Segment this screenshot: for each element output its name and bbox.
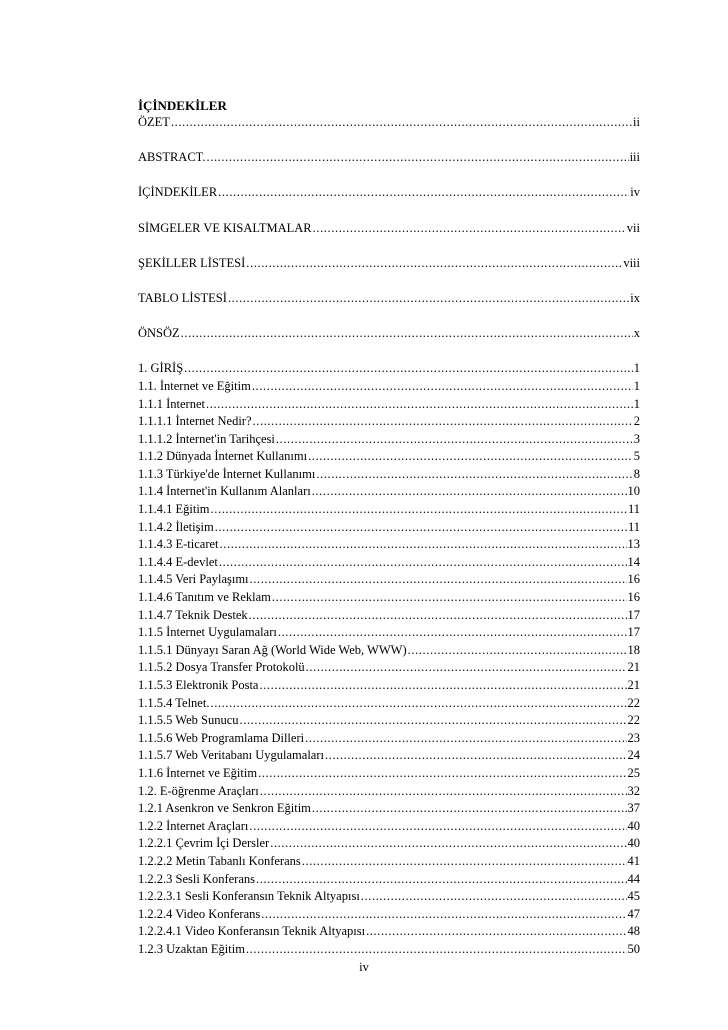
toc-entry-page: 44 <box>627 871 640 886</box>
toc-entry-page: 48 <box>627 924 640 939</box>
dot-leader <box>312 483 627 501</box>
toc-entry[interactable] <box>138 765 640 783</box>
toc-entry[interactable] <box>138 730 640 748</box>
toc-entry-label: 1.2.3 Uzaktan Eğitim <box>138 941 245 956</box>
toc-entry-label: 1.1.5.3 Elektronik Posta <box>138 678 259 692</box>
toc-entry[interactable] <box>138 396 640 414</box>
toc-entry[interactable] <box>138 325 640 343</box>
toc-entry-page: viii <box>623 255 640 270</box>
dot-leader <box>306 659 627 677</box>
toc-entry-label: 1.1.1.2 İnternet'in Tarihçesi <box>138 431 275 446</box>
toc-entry[interactable] <box>138 783 640 801</box>
toc-entry[interactable] <box>138 659 640 677</box>
dot-leader <box>249 818 626 836</box>
toc-entry-label: 1.1.5.4 Telnet. <box>138 695 210 710</box>
toc-entry-label: 1.1.3 Türkiye'de İnternet Kullanımı <box>138 466 316 481</box>
dot-leader <box>210 695 626 713</box>
toc-entry-page: ii <box>633 115 640 129</box>
dot-leader <box>258 765 626 783</box>
toc-entry-label: ÖZET <box>138 115 170 129</box>
dot-leader <box>312 800 627 818</box>
dot-leader <box>270 835 626 853</box>
toc-entry[interactable] <box>138 149 640 167</box>
toc-entry[interactable] <box>138 695 640 713</box>
toc-entry-label: 1.1.5 İnternet Uygulamaları <box>138 625 277 640</box>
toc-entry-page: 1 <box>633 378 640 393</box>
dot-leader <box>219 554 627 572</box>
toc-entry-page: 21 <box>627 660 640 675</box>
toc-entry-label: 1.1.1 İnternet <box>138 396 205 411</box>
toc-entry[interactable] <box>138 677 640 695</box>
toc-entry-page: 32 <box>627 783 640 798</box>
dot-leader <box>366 923 626 941</box>
dot-leader <box>207 149 629 167</box>
page-number: iv <box>359 960 369 974</box>
toc-entry-page: iv <box>630 185 640 200</box>
toc-entry[interactable] <box>138 466 640 484</box>
toc-entry-label: 1.1.5.2 Dosya Transfer Protokolü <box>138 660 305 675</box>
toc-entry-page: 1 <box>633 396 640 411</box>
toc-entry-page: 16 <box>627 572 640 587</box>
dot-leader <box>325 747 627 765</box>
toc-entry[interactable] <box>138 871 640 889</box>
toc-entry-page: 47 <box>627 906 640 921</box>
toc-entry[interactable] <box>138 501 640 519</box>
dot-leader <box>228 290 629 308</box>
dot-leader <box>246 255 622 273</box>
toc-entry-page: 23 <box>627 730 640 745</box>
toc-entry[interactable] <box>138 536 640 554</box>
toc-entry-page: ix <box>630 290 640 305</box>
toc-entry[interactable] <box>138 835 640 853</box>
toc-entry-label: 1.1.2 Dünyada İnternet Kullanımı <box>138 449 308 464</box>
toc-entry-label: 1.1.5.5 Web Sunucu <box>138 713 239 728</box>
toc-entry-page: x <box>633 326 640 341</box>
table-of-contents-page <box>138 97 640 959</box>
toc-list <box>138 114 640 959</box>
toc-entry-label: 1.1.5.6 Web Programlama Dilleri <box>138 730 305 745</box>
toc-entry[interactable] <box>138 290 640 308</box>
toc-entry-label: SİMGELER VE KISALTMALAR <box>138 220 312 235</box>
toc-entry[interactable] <box>138 888 640 906</box>
toc-entry-page: 8 <box>633 466 640 481</box>
toc-entry-page: 5 <box>633 449 640 464</box>
toc-entry-page: 22 <box>627 695 640 710</box>
toc-entry-page: 17 <box>627 625 640 640</box>
dot-leader <box>302 853 627 871</box>
toc-entry-page: 50 <box>627 941 640 956</box>
toc-entry-page: vii <box>626 220 640 235</box>
toc-entry[interactable] <box>138 448 640 466</box>
dot-leader <box>181 325 633 343</box>
dot-leader <box>305 730 626 748</box>
toc-entry-label: 1.1.4.3 E-ticaret <box>138 537 219 552</box>
dot-leader <box>171 114 632 132</box>
toc-entry-page: 2 <box>633 414 640 429</box>
dot-leader <box>313 220 626 238</box>
toc-entry-page: 22 <box>627 713 640 728</box>
toc-entry-label: 1.1.4.5 Veri Paylaşımı <box>138 572 249 587</box>
toc-entry[interactable] <box>138 220 640 238</box>
dot-leader <box>184 360 633 378</box>
dot-leader <box>249 607 627 625</box>
dot-leader <box>278 624 627 642</box>
toc-entry-page: 1 <box>633 361 640 376</box>
toc-entry-page: 10 <box>627 484 640 499</box>
toc-entry-label: 1.1.4.7 Teknik Destek <box>138 607 248 622</box>
toc-entry[interactable] <box>138 923 640 941</box>
toc-entry[interactable] <box>138 906 640 924</box>
toc-entry-label: 1.1.5.1 Dünyayı Saran Ağ (World Wide Web, WWW) <box>138 642 407 657</box>
toc-entry-page: 11 <box>627 519 640 534</box>
toc-entry-page: 3 <box>633 431 640 446</box>
toc-entry[interactable] <box>138 483 640 501</box>
dot-leader <box>253 413 633 431</box>
toc-entry-label: 1.1.4 İnternet'in Kullanım Alanları <box>138 484 311 499</box>
toc-entry-label: 1.1.4.4 E-devlet <box>138 554 218 569</box>
toc-entry[interactable] <box>138 571 640 589</box>
toc-entry-label: 1. GİRİŞ <box>138 361 184 376</box>
toc-entry-page: 45 <box>627 889 640 904</box>
toc-entry-label: 1.1.6 İnternet ve Eğitim <box>138 765 258 780</box>
toc-entry-label: İÇİNDEKİLER <box>138 185 218 200</box>
toc-entry-page: 21 <box>627 678 640 692</box>
toc-entry-label: 1.2.2.1 Çevrim İçi Dersler <box>138 836 270 851</box>
dot-leader <box>361 888 627 906</box>
toc-entry[interactable] <box>138 589 640 607</box>
toc-entry-page: 18 <box>627 642 640 657</box>
toc-entry-label: 1.2.2 İnternet Araçları <box>138 818 249 833</box>
toc-entry-label: 1.1.5.7 Web Veritabanı Uygulamaları <box>138 748 324 763</box>
toc-entry[interactable] <box>138 800 640 818</box>
dot-leader <box>246 941 627 959</box>
dot-leader <box>206 396 633 414</box>
dot-leader <box>259 677 626 695</box>
toc-entry-label: 1.1. İnternet ve Eğitim <box>138 378 251 393</box>
toc-entry[interactable] <box>138 360 640 378</box>
toc-entry-label: 1.1.4.1 Eğitim <box>138 502 210 517</box>
dot-leader <box>260 783 627 801</box>
toc-entry-label: ŞEKİLLER LİSTESİ <box>138 255 246 270</box>
toc-entry-label: 1.1.4.2 İletişim <box>138 519 214 534</box>
toc-entry-label: 1.2.2.2 Metin Tabanlı Konferans <box>138 853 301 868</box>
toc-entry[interactable] <box>138 607 640 625</box>
dot-leader <box>211 501 627 519</box>
toc-entry-page: 40 <box>627 818 640 833</box>
toc-entry-label: 1.1.4.6 Tanıtım ve Reklam <box>138 590 271 605</box>
page-title: İÇİNDEKİLER <box>138 98 227 113</box>
dot-leader <box>261 906 626 924</box>
toc-entry[interactable] <box>138 431 640 449</box>
toc-entry[interactable] <box>138 413 640 431</box>
toc-entry-label: TABLO LİSTESİ <box>138 290 227 305</box>
dot-leader <box>308 448 633 466</box>
toc-entry[interactable] <box>138 747 640 765</box>
dot-leader <box>220 536 627 554</box>
toc-entry-page: 24 <box>627 748 640 763</box>
dot-leader <box>256 871 627 889</box>
toc-entry-page: 41 <box>627 853 640 868</box>
toc-entry[interactable] <box>138 519 640 537</box>
toc-entry[interactable] <box>138 378 640 396</box>
dot-leader <box>276 431 633 449</box>
toc-entry-label: 1.2.2.3.1 Sesli Konferansın Teknik Altyapısı <box>138 889 360 904</box>
toc-entry-page: 40 <box>627 836 640 851</box>
toc-entry[interactable] <box>138 712 640 730</box>
toc-entry-page: iii <box>629 150 640 165</box>
toc-entry-page: 37 <box>627 801 640 816</box>
toc-entry[interactable] <box>138 184 640 202</box>
dot-leader <box>316 466 632 484</box>
toc-entry-page: 17 <box>627 607 640 622</box>
toc-entry-label: 1.2.2.3 Sesli Konferans <box>138 871 255 886</box>
dot-leader <box>252 378 633 396</box>
toc-entry[interactable] <box>138 624 640 642</box>
toc-entry[interactable] <box>138 818 640 836</box>
toc-entry-label: 1.2.2.4.1 Video Konferansın Teknik Altyapısı <box>138 924 366 939</box>
dot-leader <box>218 184 629 202</box>
toc-entry-label: 1.2.1 Asenkron ve Senkron Eğitim <box>138 801 311 816</box>
toc-entry[interactable] <box>138 853 640 871</box>
toc-entry-label: 1.2. E-öğrenme Araçları <box>138 783 259 798</box>
toc-entry[interactable] <box>138 642 640 660</box>
toc-entry-label: 1.1.1.1 İnternet Nedir? <box>138 414 252 429</box>
dot-leader <box>215 519 627 537</box>
toc-entry-label: ABSTRACT. <box>138 150 206 165</box>
dot-leader <box>240 712 627 730</box>
toc-entry-page: 14 <box>627 554 640 569</box>
dot-leader <box>408 642 627 660</box>
toc-entry-page: 16 <box>627 590 640 605</box>
toc-entry-label: ÖNSÖZ <box>138 326 180 341</box>
toc-entry[interactable] <box>138 941 640 959</box>
toc-entry-page: 11 <box>627 502 640 517</box>
toc-entry[interactable] <box>138 554 640 572</box>
toc-entry[interactable] <box>138 114 640 132</box>
toc-entry[interactable] <box>138 255 640 273</box>
dot-leader <box>250 571 627 589</box>
dot-leader <box>272 589 627 607</box>
toc-entry-label: 1.2.2.4 Video Konferans <box>138 906 261 921</box>
toc-entry-page: 13 <box>627 537 640 552</box>
toc-entry-page: 25 <box>627 765 640 780</box>
